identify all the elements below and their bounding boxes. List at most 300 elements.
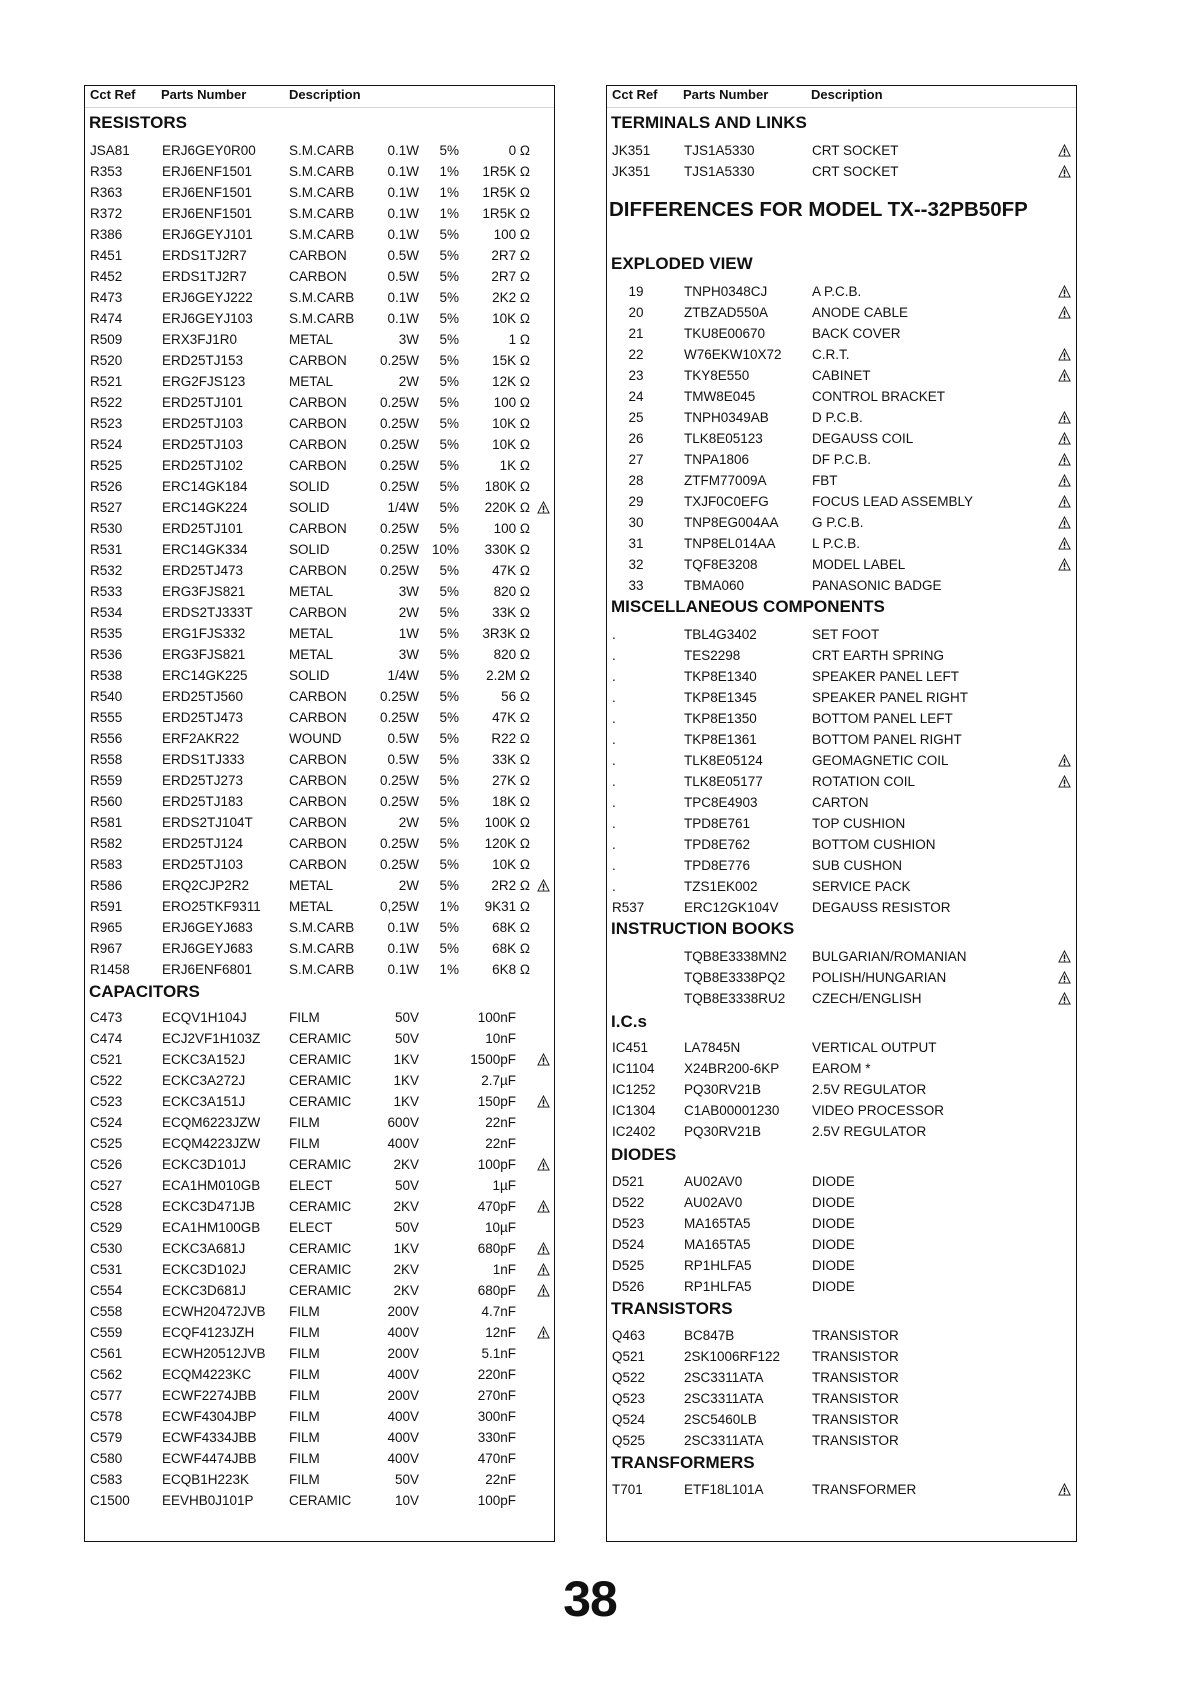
parts-number: ERC14GK184: [162, 479, 248, 494]
description: VERTICAL OUTPUT: [812, 1040, 937, 1055]
tolerance: 5%: [439, 248, 459, 263]
warning-icon: [1058, 516, 1071, 529]
tolerance: 10%: [431, 542, 459, 557]
wattage: 0.25W: [379, 521, 419, 536]
description: CERAMIC: [289, 1157, 352, 1172]
cct-ref: C558: [90, 1304, 123, 1319]
description: ELECT: [289, 1220, 333, 1235]
cct-ref: .: [612, 774, 616, 789]
cct-ref: .: [612, 753, 616, 768]
description: FILM: [289, 1472, 320, 1487]
resistance-value: 1R5K Ω: [482, 206, 530, 221]
cct-ref: .: [612, 795, 616, 810]
parts-number: TKP8E1340: [684, 669, 757, 684]
wattage: 2W: [398, 605, 419, 620]
wattage: 0.1W: [387, 164, 419, 179]
cct-ref: R582: [90, 836, 123, 851]
parts-number: AU02AV0: [684, 1174, 743, 1189]
warning-icon: [1058, 1483, 1071, 1496]
cct-ref: .: [612, 690, 616, 705]
parts-number: TPD8E776: [684, 858, 751, 873]
cct-ref: R558: [90, 752, 123, 767]
cct-ref: R372: [90, 206, 123, 221]
section-title-miscellaneous-components: MISCELLANEOUS COMPONENTS: [611, 597, 885, 616]
description: C.R.T.: [812, 347, 850, 362]
description: CARBON: [289, 815, 347, 830]
section-title-capacitors: CAPACITORS: [89, 982, 200, 1001]
parts-number: ECQM4223KC: [162, 1367, 252, 1382]
parts-number: LA7845N: [684, 1040, 741, 1055]
description: CARBON: [289, 395, 347, 410]
parts-number: TKP8E1350: [684, 711, 757, 726]
item-number: 28: [628, 473, 644, 488]
tolerance: 5%: [439, 878, 459, 893]
column-header-description: Description: [811, 87, 883, 102]
cct-ref: JSA81: [90, 143, 130, 158]
capacitance-value: 4.7nF: [481, 1304, 516, 1319]
cct-ref: R533: [90, 584, 123, 599]
warning-icon: [1058, 285, 1071, 298]
cct-ref: D526: [612, 1279, 645, 1294]
description: BULGARIAN/ROMANIAN: [812, 949, 967, 964]
description: SOLID: [289, 668, 330, 683]
tolerance: 5%: [439, 269, 459, 284]
parts-number: AU02AV0: [684, 1195, 743, 1210]
cct-ref: IC1252: [612, 1082, 656, 1097]
parts-number: ERJ6GEYJ103: [162, 311, 253, 326]
wattage: 0.1W: [387, 227, 419, 242]
description: S.M.CARB: [289, 290, 355, 305]
wattage: 2W: [398, 815, 419, 830]
wattage: 0.25W: [379, 416, 419, 431]
cct-ref: C531: [90, 1262, 123, 1277]
voltage: 400V: [387, 1367, 419, 1382]
capacitance-value: 10µF: [484, 1220, 516, 1235]
parts-number: ECKC3A272J: [162, 1073, 246, 1088]
cct-ref: R540: [90, 689, 123, 704]
tolerance: 5%: [439, 920, 459, 935]
parts-number: ECQM6223JZW: [162, 1115, 261, 1130]
description: CARBON: [289, 437, 347, 452]
wattage: 0.5W: [387, 731, 419, 746]
parts-number: ERDS2TJ333T: [162, 605, 253, 620]
description: TRANSISTOR: [812, 1349, 899, 1364]
cct-ref: D522: [612, 1195, 645, 1210]
parts-number: ZTFM77009A: [684, 473, 767, 488]
description: FILM: [289, 1136, 320, 1151]
resistance-value: 100 Ω: [493, 521, 530, 536]
wattage: 0.1W: [387, 311, 419, 326]
description: SPEAKER PANEL LEFT: [812, 669, 960, 684]
wattage: 3W: [398, 584, 419, 599]
capacitance-value: 22nF: [485, 1472, 516, 1487]
parts-number: ERJ6GEYJ683: [162, 920, 253, 935]
parts-number: ECWH20472JVB: [162, 1304, 266, 1319]
description: POLISH/HUNGARIAN: [812, 970, 947, 985]
cct-ref: C577: [90, 1388, 123, 1403]
cct-ref: R1458: [90, 962, 130, 977]
parts-number: ERD25TJ124: [162, 836, 244, 851]
description: CRT SOCKET: [812, 164, 899, 179]
parts-number: 2SK1006RF122: [684, 1349, 781, 1364]
cct-ref: R537: [612, 900, 645, 915]
warning-icon: [537, 1242, 550, 1255]
cct-ref: IC1104: [612, 1061, 655, 1076]
item-number: 32: [628, 557, 644, 572]
section-title-resistors: RESISTORS: [89, 113, 187, 132]
voltage: 50V: [394, 1472, 419, 1487]
item-number: 19: [628, 284, 644, 299]
description: DEGAUSS RESISTOR: [812, 900, 951, 915]
parts-number: 2SC3311ATA: [684, 1391, 764, 1406]
description: DIODE: [812, 1216, 855, 1231]
tolerance: 5%: [439, 773, 459, 788]
voltage: 200V: [387, 1388, 419, 1403]
wattage: 0.5W: [387, 752, 419, 767]
parts-number: TNPA1806: [684, 452, 750, 467]
description: SERVICE PACK: [812, 879, 911, 894]
parts-number: TJS1A5330: [684, 143, 755, 158]
warning-icon: [537, 1158, 550, 1171]
parts-number: ERJ6GEYJ101: [162, 227, 253, 242]
description: CONTROL BRACKET: [812, 389, 946, 404]
wattage: 0.25W: [379, 479, 419, 494]
cct-ref: .: [612, 669, 616, 684]
wattage: 0.5W: [387, 248, 419, 263]
cct-ref: R556: [90, 731, 123, 746]
parts-number: ERD25TJ101: [162, 395, 244, 410]
description: CARBON: [289, 773, 347, 788]
description: FILM: [289, 1010, 320, 1025]
cct-ref: C527: [90, 1178, 123, 1193]
parts-number: TLK8E05124: [684, 753, 763, 768]
cct-ref: D525: [612, 1258, 645, 1273]
description: METAL: [289, 332, 334, 347]
cct-ref: .: [612, 858, 616, 873]
cct-ref: R965: [90, 920, 123, 935]
wattage: 2W: [398, 374, 419, 389]
parts-number: ERD25TJ103: [162, 416, 244, 431]
description: CARBON: [289, 857, 347, 872]
tolerance: 5%: [439, 290, 459, 305]
cct-ref: .: [612, 837, 616, 852]
wattage: 0.5W: [387, 269, 419, 284]
parts-number: TBL4G3402: [684, 627, 757, 642]
parts-number: ZTBZAD550A: [684, 305, 769, 320]
voltage: 50V: [394, 1178, 419, 1193]
parts-number: ERJ6ENF1501: [162, 206, 253, 221]
tolerance: 5%: [439, 311, 459, 326]
cct-ref: JK351: [612, 143, 651, 158]
section-title-transistors: TRANSISTORS: [611, 1299, 733, 1318]
parts-number: ECKC3A151J: [162, 1094, 246, 1109]
parts-number: ERG3FJS821: [162, 647, 246, 662]
parts-number: ERD25TJ560: [162, 689, 244, 704]
capacitance-value: 330nF: [477, 1430, 516, 1445]
cct-ref: C561: [90, 1346, 123, 1361]
description: L P.C.B.: [812, 536, 861, 551]
wattage: 0,25W: [379, 899, 419, 914]
description: SOLID: [289, 479, 330, 494]
description: TRANSISTOR: [812, 1433, 899, 1448]
tolerance: 5%: [439, 836, 459, 851]
parts-number: ETF18L101A: [684, 1482, 764, 1497]
parts-number: TZS1EK002: [684, 879, 758, 894]
capacitance-value: 12nF: [485, 1325, 516, 1340]
wattage: 0.1W: [387, 206, 419, 221]
item-number: 23: [628, 368, 644, 383]
parts-number: ERC14GK334: [162, 542, 248, 557]
description: CARBON: [289, 710, 347, 725]
wattage: 0.1W: [387, 920, 419, 935]
parts-number: ERJ6GEYJ683: [162, 941, 253, 956]
cct-ref: C579: [90, 1430, 123, 1445]
wattage: 0.1W: [387, 962, 419, 977]
voltage: 50V: [394, 1220, 419, 1235]
wattage: 0.1W: [387, 185, 419, 200]
voltage: 400V: [387, 1451, 419, 1466]
cct-ref: R363: [90, 185, 123, 200]
resistance-value: 33K Ω: [492, 752, 530, 767]
parts-number: ERG1FJS332: [162, 626, 246, 641]
voltage: 200V: [387, 1304, 419, 1319]
resistance-value: 180K Ω: [484, 479, 530, 494]
tolerance: 5%: [439, 479, 459, 494]
description: SUB CUSHON: [812, 858, 903, 873]
resistance-value: 330K Ω: [484, 542, 530, 557]
warning-icon: [1058, 971, 1071, 984]
cct-ref: R527: [90, 500, 123, 515]
cct-ref: C528: [90, 1199, 123, 1214]
description: CARBON: [289, 689, 347, 704]
parts-number: W76EKW10X72: [684, 347, 782, 362]
parts-number: ECKC3D102J: [162, 1262, 247, 1277]
cct-ref: Q523: [612, 1391, 646, 1406]
parts-number: ECQV1H104J: [162, 1010, 247, 1025]
cct-ref: .: [612, 711, 616, 726]
description: CARBON: [289, 605, 347, 620]
parts-number: 2SC3311ATA: [684, 1433, 764, 1448]
description: EAROM *: [812, 1061, 871, 1076]
parts-number: ERF2AKR22: [162, 731, 240, 746]
tolerance: 1%: [439, 206, 459, 221]
warning-icon: [1058, 369, 1071, 382]
column-header-parts-number: Parts Number: [683, 87, 769, 102]
parts-number: ERO25TKF9311: [162, 899, 261, 914]
description: FILM: [289, 1430, 320, 1445]
cct-ref: D523: [612, 1216, 645, 1231]
parts-number: ERC12GK104V: [684, 900, 779, 915]
parts-number: ERD25TJ102: [162, 458, 244, 473]
tolerance: 5%: [439, 458, 459, 473]
section-title-i-c-s: I.C.s: [611, 1012, 647, 1031]
wattage: 0.1W: [387, 941, 419, 956]
parts-number: ECKC3D101J: [162, 1157, 247, 1172]
parts-number: ECWF2274JBB: [162, 1388, 257, 1403]
parts-number: PQ30RV21B: [684, 1082, 762, 1097]
parts-number: TLK8E05177: [684, 774, 763, 789]
resistance-value: 2R2 Ω: [491, 878, 530, 893]
cct-ref: R531: [90, 542, 123, 557]
parts-number: PQ30RV21B: [684, 1124, 762, 1139]
cct-ref: C578: [90, 1409, 123, 1424]
cct-ref: R452: [90, 269, 123, 284]
voltage: 2KV: [393, 1262, 419, 1277]
parts-number: ERDS1TJ333: [162, 752, 245, 767]
description: S.M.CARB: [289, 143, 355, 158]
cct-ref: C523: [90, 1094, 123, 1109]
capacitance-value: 470pF: [477, 1199, 516, 1214]
description: MODEL LABEL: [812, 557, 906, 572]
parts-number: TNPH0348CJ: [684, 284, 768, 299]
parts-number: ERJ6ENF1501: [162, 185, 253, 200]
description: FOCUS LEAD ASSEMBLY: [812, 494, 974, 509]
description: CRT EARTH SPRING: [812, 648, 945, 663]
description: BACK COVER: [812, 326, 901, 341]
tolerance: 5%: [439, 668, 459, 683]
warning-icon: [1058, 348, 1071, 361]
wattage: 0.25W: [379, 353, 419, 368]
description: S.M.CARB: [289, 164, 355, 179]
capacitance-value: 10nF: [485, 1031, 516, 1046]
description: ROTATION COIL: [812, 774, 916, 789]
description: SET FOOT: [812, 627, 880, 642]
warning-icon: [1058, 432, 1071, 445]
description: FILM: [289, 1325, 320, 1340]
parts-number: ERD25TJ273: [162, 773, 244, 788]
parts-number: ERDS1TJ2R7: [162, 269, 247, 284]
cct-ref: R535: [90, 626, 123, 641]
cct-ref: R524: [90, 437, 123, 452]
wattage: 0.25W: [379, 395, 419, 410]
description: CERAMIC: [289, 1262, 352, 1277]
resistance-value: 18K Ω: [492, 794, 530, 809]
voltage: 2KV: [393, 1283, 419, 1298]
parts-number: TXJF0C0EFG: [684, 494, 769, 509]
resistance-value: 15K Ω: [492, 353, 530, 368]
resistance-value: 2R7 Ω: [491, 269, 530, 284]
parts-number: TJS1A5330: [684, 164, 755, 179]
parts-number: TQB8E3338PQ2: [684, 970, 786, 985]
item-number: 25: [628, 410, 644, 425]
tolerance: 5%: [439, 374, 459, 389]
header-divider: [607, 107, 1076, 108]
voltage: 2KV: [393, 1199, 419, 1214]
warning-icon: [1058, 950, 1071, 963]
warning-icon: [1058, 165, 1071, 178]
resistance-value: 10K Ω: [492, 311, 530, 326]
warning-icon: [1058, 306, 1071, 319]
header-divider: [85, 107, 554, 108]
section-title-transformers: TRANSFORMERS: [611, 1453, 755, 1472]
item-number: 30: [628, 515, 644, 530]
cct-ref: R583: [90, 857, 123, 872]
description: SOLID: [289, 500, 330, 515]
parts-number: C1AB00001230: [684, 1103, 780, 1118]
wattage: 0.25W: [379, 437, 419, 452]
resistance-value: 9K31 Ω: [484, 899, 530, 914]
description: FILM: [289, 1388, 320, 1403]
description: FBT: [812, 473, 838, 488]
cct-ref: C473: [90, 1010, 123, 1025]
description: S.M.CARB: [289, 185, 355, 200]
cct-ref: R560: [90, 794, 123, 809]
voltage: 1KV: [393, 1052, 419, 1067]
item-number: 33: [628, 578, 644, 593]
description: CARBON: [289, 752, 347, 767]
warning-icon: [537, 501, 550, 514]
cct-ref: D524: [612, 1237, 645, 1252]
cct-ref: R386: [90, 227, 123, 242]
parts-number: ECWF4474JBB: [162, 1451, 257, 1466]
description: CARBON: [289, 353, 347, 368]
capacitance-value: 22nF: [485, 1115, 516, 1130]
cct-ref: R525: [90, 458, 123, 473]
description: TRANSISTOR: [812, 1370, 899, 1385]
cct-ref: C562: [90, 1367, 123, 1382]
cct-ref: R532: [90, 563, 123, 578]
description: CARBON: [289, 563, 347, 578]
parts-number: ERD25TJ153: [162, 353, 244, 368]
tolerance: 5%: [439, 941, 459, 956]
wattage: 1W: [398, 626, 419, 641]
resistance-value: 100 Ω: [493, 227, 530, 242]
parts-number: TQB8E3338MN2: [684, 949, 787, 964]
parts-number: ECWH20512JVB: [162, 1346, 266, 1361]
voltage: 400V: [387, 1136, 419, 1151]
warning-icon: [537, 1326, 550, 1339]
description: FILM: [289, 1304, 320, 1319]
description: FILM: [289, 1451, 320, 1466]
description: G P.C.B.: [812, 515, 864, 530]
parts-number: ECA1HM010GB: [162, 1178, 261, 1193]
parts-number: ECKC3D681J: [162, 1283, 247, 1298]
resistance-value: 12K Ω: [492, 374, 530, 389]
description: GEOMAGNETIC COIL: [812, 753, 949, 768]
description: BOTTOM PANEL LEFT: [812, 711, 953, 726]
parts-number: TPD8E761: [684, 816, 751, 831]
cct-ref: C525: [90, 1136, 123, 1151]
voltage: 10V: [394, 1493, 419, 1508]
voltage: 1KV: [393, 1241, 419, 1256]
description: S.M.CARB: [289, 920, 355, 935]
resistance-value: 10K Ω: [492, 437, 530, 452]
parts-number: EEVHB0J101P: [162, 1493, 254, 1508]
description: TRANSISTOR: [812, 1391, 899, 1406]
description: BOTTOM CUSHION: [812, 837, 936, 852]
description: ELECT: [289, 1178, 333, 1193]
item-number: 20: [628, 305, 644, 320]
parts-number: MA165TA5: [684, 1216, 751, 1231]
description: FILM: [289, 1409, 320, 1424]
wattage: 0.25W: [379, 710, 419, 725]
cct-ref: C474: [90, 1031, 123, 1046]
capacitance-value: 5.1nF: [481, 1346, 516, 1361]
cct-ref: .: [612, 732, 616, 747]
resistance-value: 68K Ω: [492, 941, 530, 956]
item-number: 26: [628, 431, 644, 446]
description: CERAMIC: [289, 1073, 352, 1088]
parts-number: ERC14GK224: [162, 500, 248, 515]
warning-icon: [537, 1284, 550, 1297]
description: CARBON: [289, 794, 347, 809]
parts-number: TKP8E1361: [684, 732, 757, 747]
parts-number: ECKC3A681J: [162, 1241, 246, 1256]
tolerance: 5%: [439, 227, 459, 242]
description: ANODE CABLE: [812, 305, 909, 320]
parts-number: ERX3FJ1R0: [162, 332, 238, 347]
description: A P.C.B.: [812, 284, 862, 299]
